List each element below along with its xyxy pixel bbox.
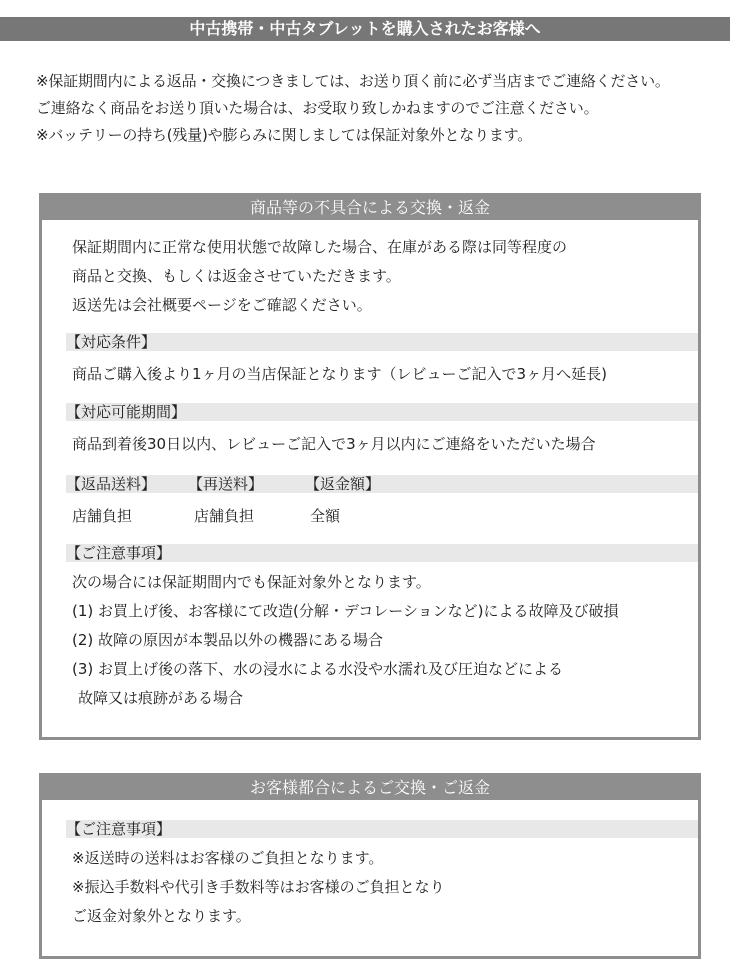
return-shipping-label: 【返品送料】 bbox=[66, 475, 157, 493]
reshipping-value: 店舗負担 bbox=[194, 507, 255, 525]
customer-convenience-section bbox=[39, 773, 701, 959]
conditions-label-text: 【対応条件】 bbox=[66, 333, 157, 351]
note-line: 次の場合には保証期間内でも保証対象外となります。 bbox=[72, 573, 431, 591]
notes-label-text: 【ご注意事項】 bbox=[66, 544, 172, 562]
description-line: 保証期間内に正常な使用状態で故障した場合、在庫がある際は同等程度の bbox=[72, 238, 568, 256]
refund-amount-value: 全額 bbox=[310, 507, 341, 525]
period-text: 商品到着後30日以内、レビューご記入で3ヶ月以内にご連絡をいただいた場合 bbox=[72, 435, 596, 453]
defect-description bbox=[72, 233, 567, 320]
note-line: 故障又は痕跡がある場合 bbox=[78, 689, 244, 707]
reshipping-label: 【再送料】 bbox=[188, 475, 264, 493]
intro-notice bbox=[36, 68, 726, 149]
notes-label bbox=[66, 544, 698, 562]
note-line: (3) お買上げ後の落下、水の浸水による水没や水濡れ及び圧迫などによる bbox=[72, 660, 564, 678]
period-label-text: 【対応可能期間】 bbox=[66, 403, 187, 421]
description-line: 商品と交換、もしくは返金させていただきます。 bbox=[72, 267, 401, 285]
intro-line: ※保証期間内による返品・交換につきましては、お送り頂く前に必ず当店までご連絡ください。 bbox=[36, 72, 670, 90]
customer-notes-list bbox=[72, 844, 445, 931]
description-line: 返送先は会社概要ページをご確認ください。 bbox=[72, 296, 372, 314]
notes-list bbox=[72, 568, 619, 713]
customer-notes-label bbox=[66, 820, 698, 838]
customer-note-line: ※振込手数料や代引き手数料等はお客様のご負担となり bbox=[72, 878, 445, 896]
note-line: (1) お買上げ後、お客様にて改造(分解・デコレーションなど)による故障及び破損 bbox=[72, 602, 619, 620]
intro-line: ご連絡なく商品をお送り頂いた場合は、お受取り致しかねますのでご注意ください。 bbox=[36, 99, 599, 117]
customer-note-line: ※返送時の送料はお客様のご負担となります。 bbox=[72, 849, 384, 867]
customer-notes-label-text: 【ご注意事項】 bbox=[66, 820, 172, 838]
defect-section-title: 商品等の不具合による交換・返金 bbox=[42, 196, 698, 220]
fees-label-row bbox=[66, 475, 698, 493]
conditions-label bbox=[66, 333, 698, 351]
conditions-text: 商品ご購入後より1ヶ月の当店保証となります（レビューご記入で3ヶ月へ延長) bbox=[72, 365, 607, 383]
period-label bbox=[66, 403, 698, 421]
top-banner: 中古携帯・中古タブレットを購入されたお客様へ bbox=[0, 17, 730, 41]
return-shipping-value: 店舗負担 bbox=[72, 507, 133, 525]
note-line: (2) 故障の原因が本製品以外の機器にある場合 bbox=[72, 631, 384, 649]
refund-amount-label: 【返金額】 bbox=[305, 475, 381, 493]
intro-line: ※バッテリーの持ち(残量)や膨らみに関しましては保証対象外となります。 bbox=[36, 126, 533, 144]
defect-exchange-section bbox=[39, 193, 701, 740]
customer-note-line: ご返金対象外となります。 bbox=[72, 907, 251, 925]
customer-section-title: お客様都合によるご交換・ご返金 bbox=[42, 776, 698, 800]
